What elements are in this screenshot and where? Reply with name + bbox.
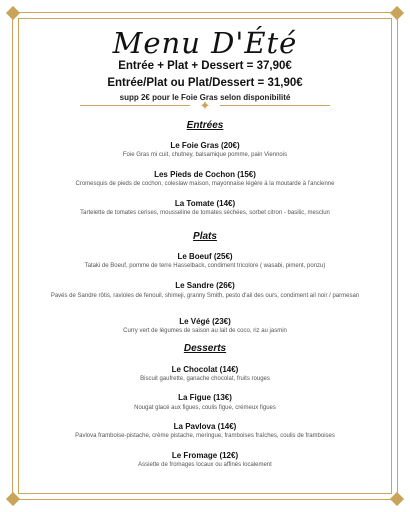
dish-description: Pavlova framboise-pistache, crème pistache, meringue, framboises fraîches, coulis de framboises (75, 433, 335, 439)
dish-description: Foie Gras mi cuit, chutney, balsamique pomme, pain Viennois (122, 152, 288, 158)
dish-description: Curry vert de légumes de saison au lait de coco, riz au jasmin (123, 328, 287, 334)
dish-name: Le Sandre (26€) (175, 281, 235, 290)
dish-name: La Pavlova (14€) (173, 422, 237, 431)
dish-name: La Figue (13€) (178, 393, 232, 402)
dish-name: Le Foie Gras (20€) (170, 141, 240, 150)
dish-description: Pavés de Sandre rôtis, ravioles de fenouil, shimeji, granny Smith, pesto d'ail des ours, condiment ail noir / parmesan (50, 293, 360, 299)
dish-description: Biscuit gaufrette, ganache chocolat, fruits rouges (140, 376, 270, 382)
section-title-plats: Plats (193, 231, 217, 242)
dish-name: Le Boeuf (25€) (177, 252, 233, 261)
dish-name: Les Pieds de Cochon (15€) (154, 170, 256, 179)
section-title-desserts: Desserts (183, 343, 227, 354)
dish-description: Tartelette de tomates cerises, mousseline de tomates séchées, sorbet citron - basilic, mesclun (80, 210, 330, 216)
divider (80, 98, 330, 113)
dish-description: Cromesquis de pieds de cochon, coleslaw maison, mayonnaise légère à la moutarde à l'ancienne (75, 181, 335, 187)
dish-name: Le Fromage (12€) (171, 451, 239, 460)
dish-name: Le Végé (23€) (179, 317, 231, 326)
dish-description: Nougat glacé aux figues, coulis figue, crémeux figues (134, 405, 276, 411)
dish-name: Le Chocolat (14€) (171, 365, 239, 374)
dish-description: Assiette de fromages locaux ou affinés localement (138, 462, 272, 468)
dish-name: La Tomate (14€) (174, 199, 236, 208)
section-title-entrees: Entrées (186, 120, 224, 131)
supplement-note: supp 2€ pour le Foie Gras selon disponibilité (119, 93, 291, 102)
formula-two-courses: Entrée/Plat ou Plat/Dessert = 31,90€ (107, 77, 303, 89)
dish-description: Tataki de Boeuf, pomme de terre Hasselback, condiment tricolore ( wasabi, piment, ponzu) (84, 263, 326, 269)
formula-full: Entrée + Plat + Dessert = 37,90€ (118, 60, 292, 72)
menu-title: Menu D'Été (112, 26, 298, 60)
sparkle-icon: ✦ (199, 98, 211, 113)
